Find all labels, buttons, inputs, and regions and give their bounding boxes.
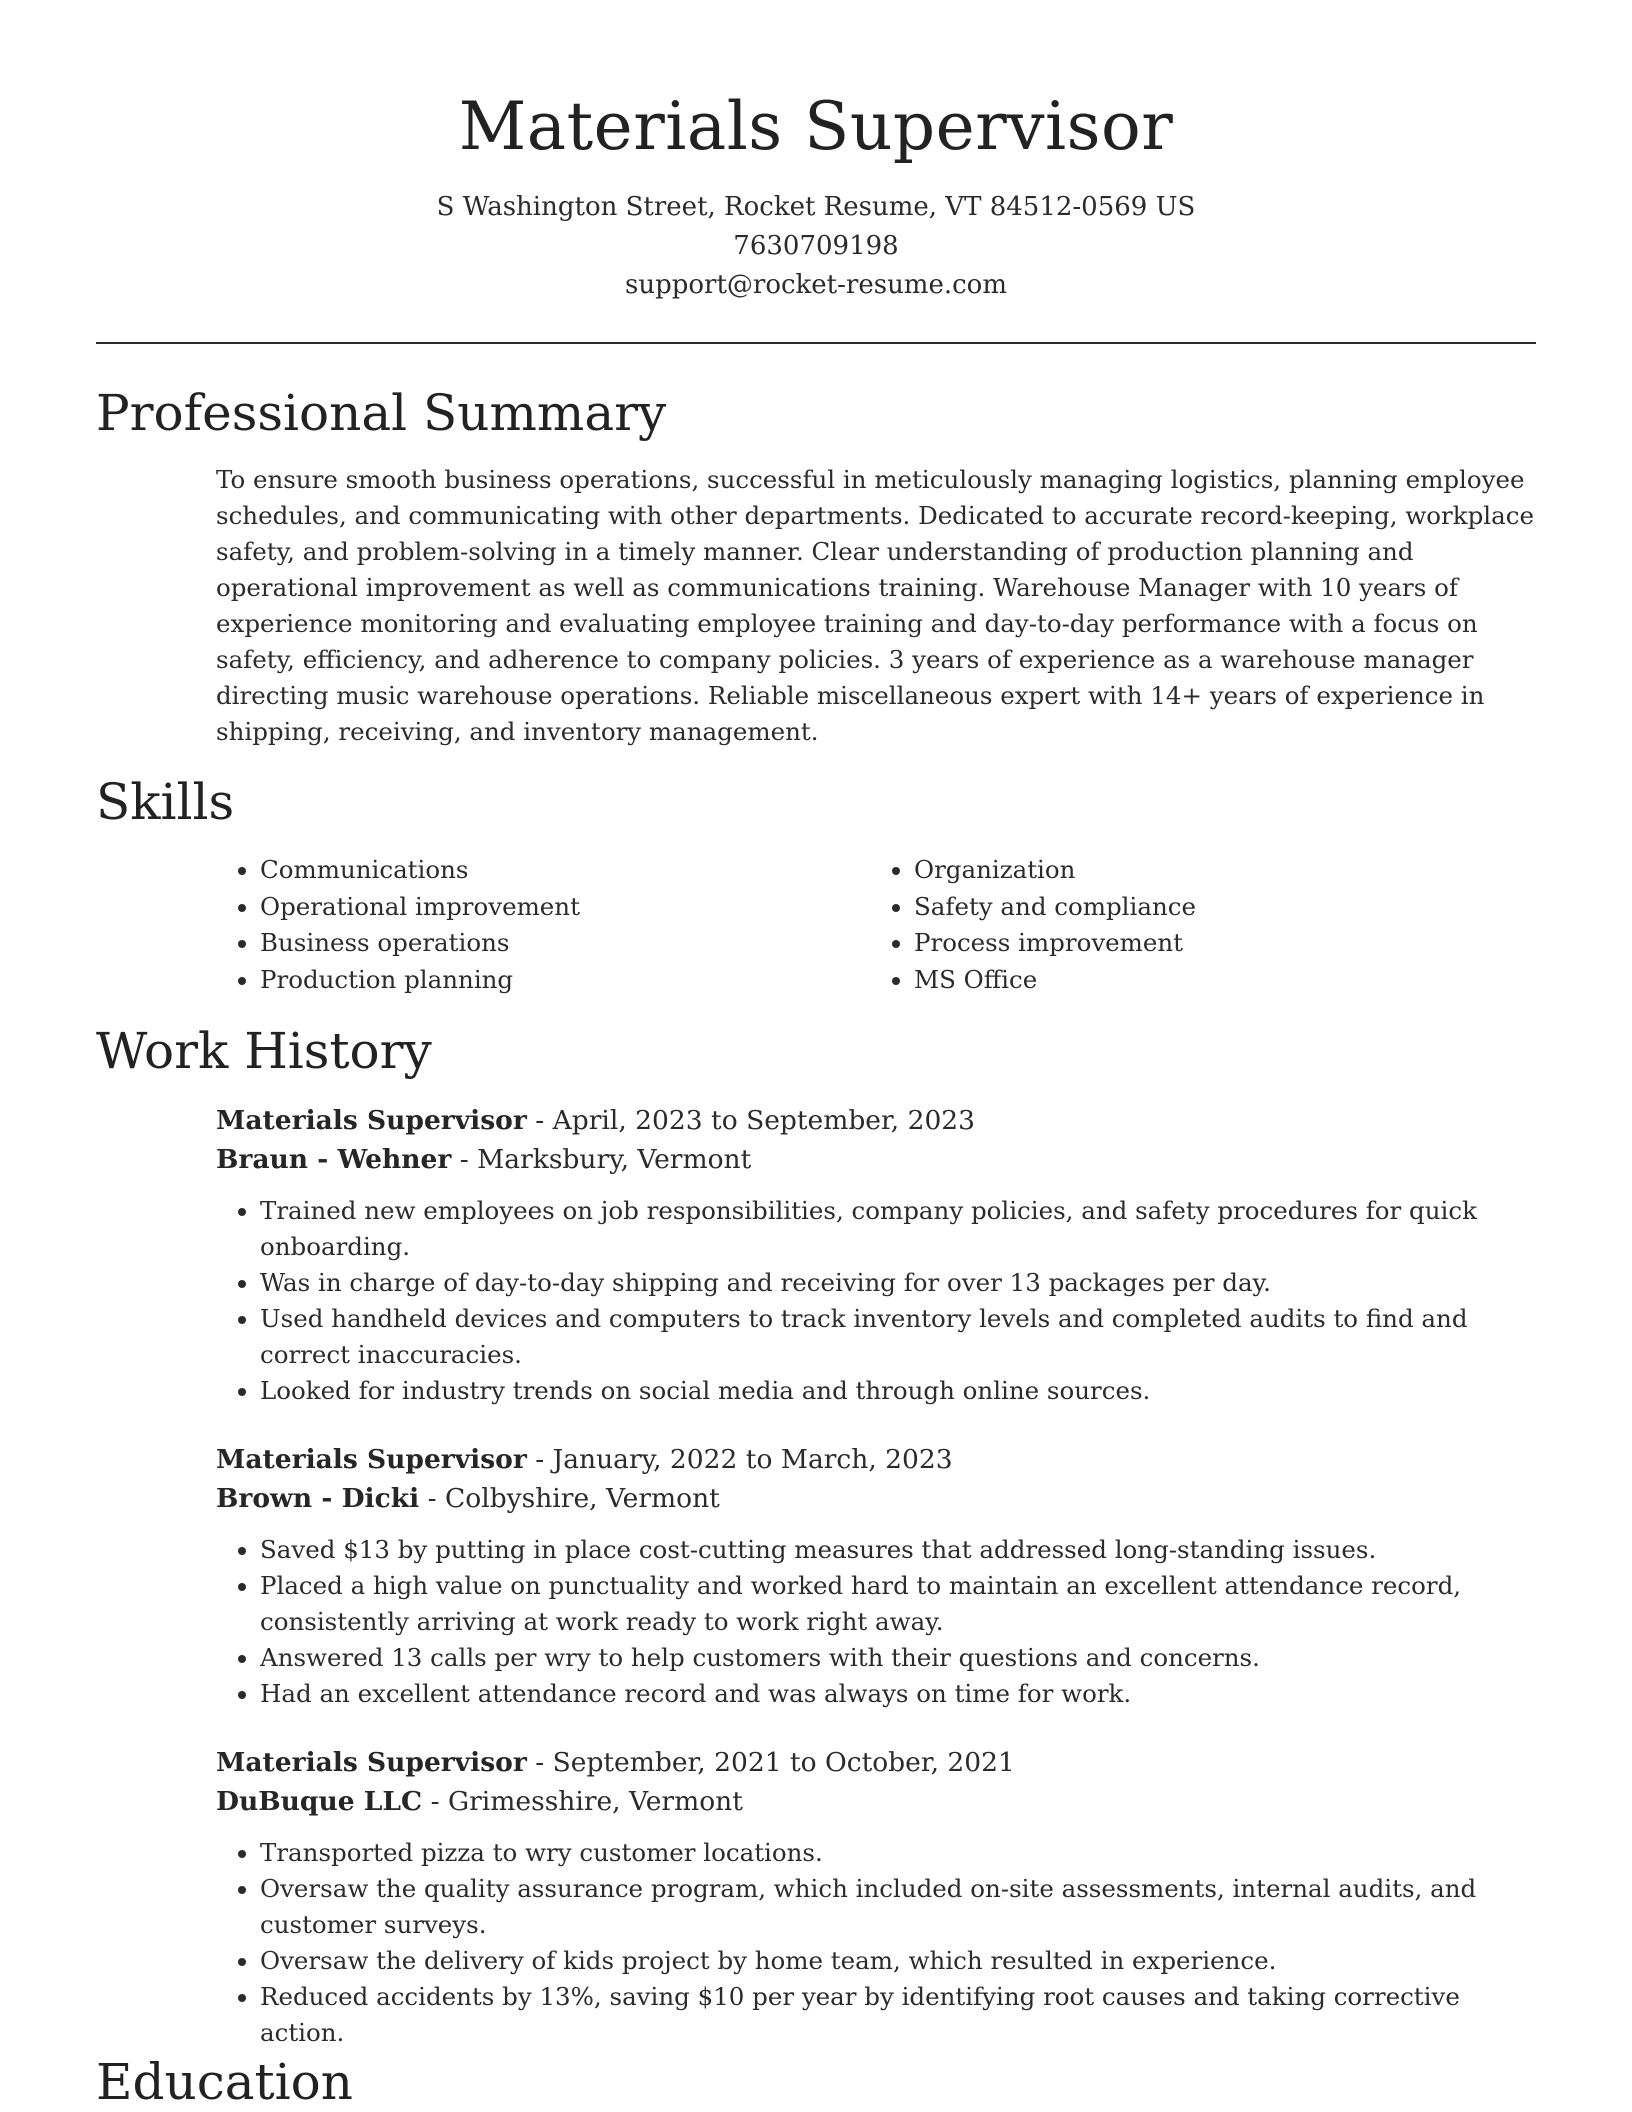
- job-bullet: • Answered 13 calls per wry to help customers with their questions and concerns.: [260, 1640, 1536, 1676]
- resume-header: [0, 82, 1632, 305]
- job-bullet: • Placed a high value on punctuality and worked hard to maintain an excellent attendance record, consistently arriving at work ready to work right away.: [260, 1568, 1536, 1640]
- candidate-name: Materials Supervisor: [458, 88, 1174, 165]
- job-dates: September, 2021 to October, 2021: [552, 1747, 1015, 1778]
- job-entry: [216, 1441, 1536, 1712]
- job-employer-line: DuBuque LLC - Grimesshire, Vermont: [216, 1785, 743, 1817]
- skill-item: • Operational improvement: [260, 889, 870, 926]
- skills-list: [216, 852, 1536, 998]
- job-bullet: • Transported pizza to wry customer locations.: [260, 1835, 1536, 1871]
- skill-item: • Organization: [914, 852, 1524, 889]
- skill-item: • Process improvement: [914, 925, 1524, 962]
- job-bullet: • Oversaw the quality assurance program, which included on-site assessments, internal audits, and customer surveys.: [260, 1871, 1536, 1943]
- summary-heading: Professional Summary: [96, 384, 667, 442]
- work-history-heading: Work History: [96, 1022, 432, 1080]
- skill-item: • MS Office: [914, 962, 1524, 999]
- job-dates: April, 2023 to September, 2023: [552, 1105, 976, 1136]
- work-history-list: [216, 1102, 1536, 2051]
- job-location: Grimesshire, Vermont: [447, 1785, 743, 1817]
- job-bullet: • Used handheld devices and computers to track inventory levels and completed audits to find and correct inaccuracies.: [260, 1301, 1536, 1373]
- job-title-line: Materials Supervisor - September, 2021 to October, 2021: [216, 1747, 1015, 1778]
- job-location: Colbyshire, Vermont: [445, 1482, 720, 1514]
- education-heading: Education: [96, 2053, 353, 2111]
- skills-column-left: [216, 852, 870, 998]
- job-bullet: • Had an excellent attendance record and was always on time for work.: [260, 1676, 1536, 1712]
- job-title: Materials Supervisor: [216, 1444, 527, 1475]
- summary-text: To ensure smooth business operations, successful in meticulously managing logistics, planning employee schedules, and communicating with other departments. Dedicated to accurate record-keeping, workplace safety, and problem-solving in a timely manner. Clear understanding of production planning and operational improvement as well as communications training. Warehouse Manager with 10 years of experience monitoring and evaluating employee training and day-to-day performance with a focus on safety, efficiency, and adherence to company policies. 3 years of experience as a warehouse manager directing music warehouse operations. Reliable miscellaneous expert with 14+ years of experience in shipping, receiving, and inventory management.: [216, 465, 1534, 746]
- header-divider: [96, 342, 1536, 344]
- skill-item: • Communications: [260, 852, 870, 889]
- job-title: Materials Supervisor: [216, 1105, 527, 1136]
- contact-email: support@rocket-resume.com: [624, 270, 1007, 300]
- job-employer: Braun - Wehner: [216, 1143, 452, 1175]
- skills-column-right: [870, 852, 1524, 998]
- job-employer-line: Braun - Wehner - Marksbury, Vermont: [216, 1143, 752, 1175]
- job-bullets: [216, 1532, 1536, 1712]
- job-bullets: [216, 1835, 1536, 2051]
- job-title: Materials Supervisor: [216, 1747, 527, 1778]
- job-title-line: Materials Supervisor - April, 2023 to September, 2023: [216, 1105, 976, 1136]
- skill-item: • Production planning: [260, 962, 870, 999]
- job-dates: January, 2022 to March, 2023: [552, 1444, 953, 1475]
- job-employer-line: Brown - Dicki - Colbyshire, Vermont: [216, 1482, 720, 1514]
- job-bullet: • Reduced accidents by 13%, saving $10 per year by identifying root causes and taking corrective action.: [260, 1979, 1536, 2051]
- job-title-line: Materials Supervisor - January, 2022 to March, 2023: [216, 1444, 953, 1475]
- skill-item: • Safety and compliance: [914, 889, 1524, 926]
- contact-phone: 7630709198: [733, 231, 899, 261]
- job-bullet: • Trained new employees on job responsibilities, company policies, and safety procedures for quick onboarding.: [260, 1193, 1536, 1265]
- job-employer: DuBuque LLC: [216, 1785, 423, 1817]
- contact-address: S Washington Street, Rocket Resume, VT 84512-0569 US: [436, 192, 1196, 222]
- job-bullets: [216, 1193, 1536, 1409]
- job-location: Marksbury, Vermont: [477, 1143, 752, 1175]
- job-bullet: • Looked for industry trends on social media and through online sources.: [260, 1373, 1536, 1409]
- skill-item: • Business operations: [260, 925, 870, 962]
- job-bullet: • Saved $13 by putting in place cost-cutting measures that addressed long-standing issues.: [260, 1532, 1536, 1568]
- job-bullet: • Oversaw the delivery of kids project by home team, which resulted in experience.: [260, 1943, 1536, 1979]
- job-entry: [216, 1744, 1536, 2051]
- skills-heading: Skills: [96, 773, 235, 831]
- job-bullet: • Was in charge of day-to-day shipping and receiving for over 13 packages per day.: [260, 1265, 1536, 1301]
- job-entry: [216, 1102, 1536, 1409]
- job-employer: Brown - Dicki: [216, 1482, 420, 1514]
